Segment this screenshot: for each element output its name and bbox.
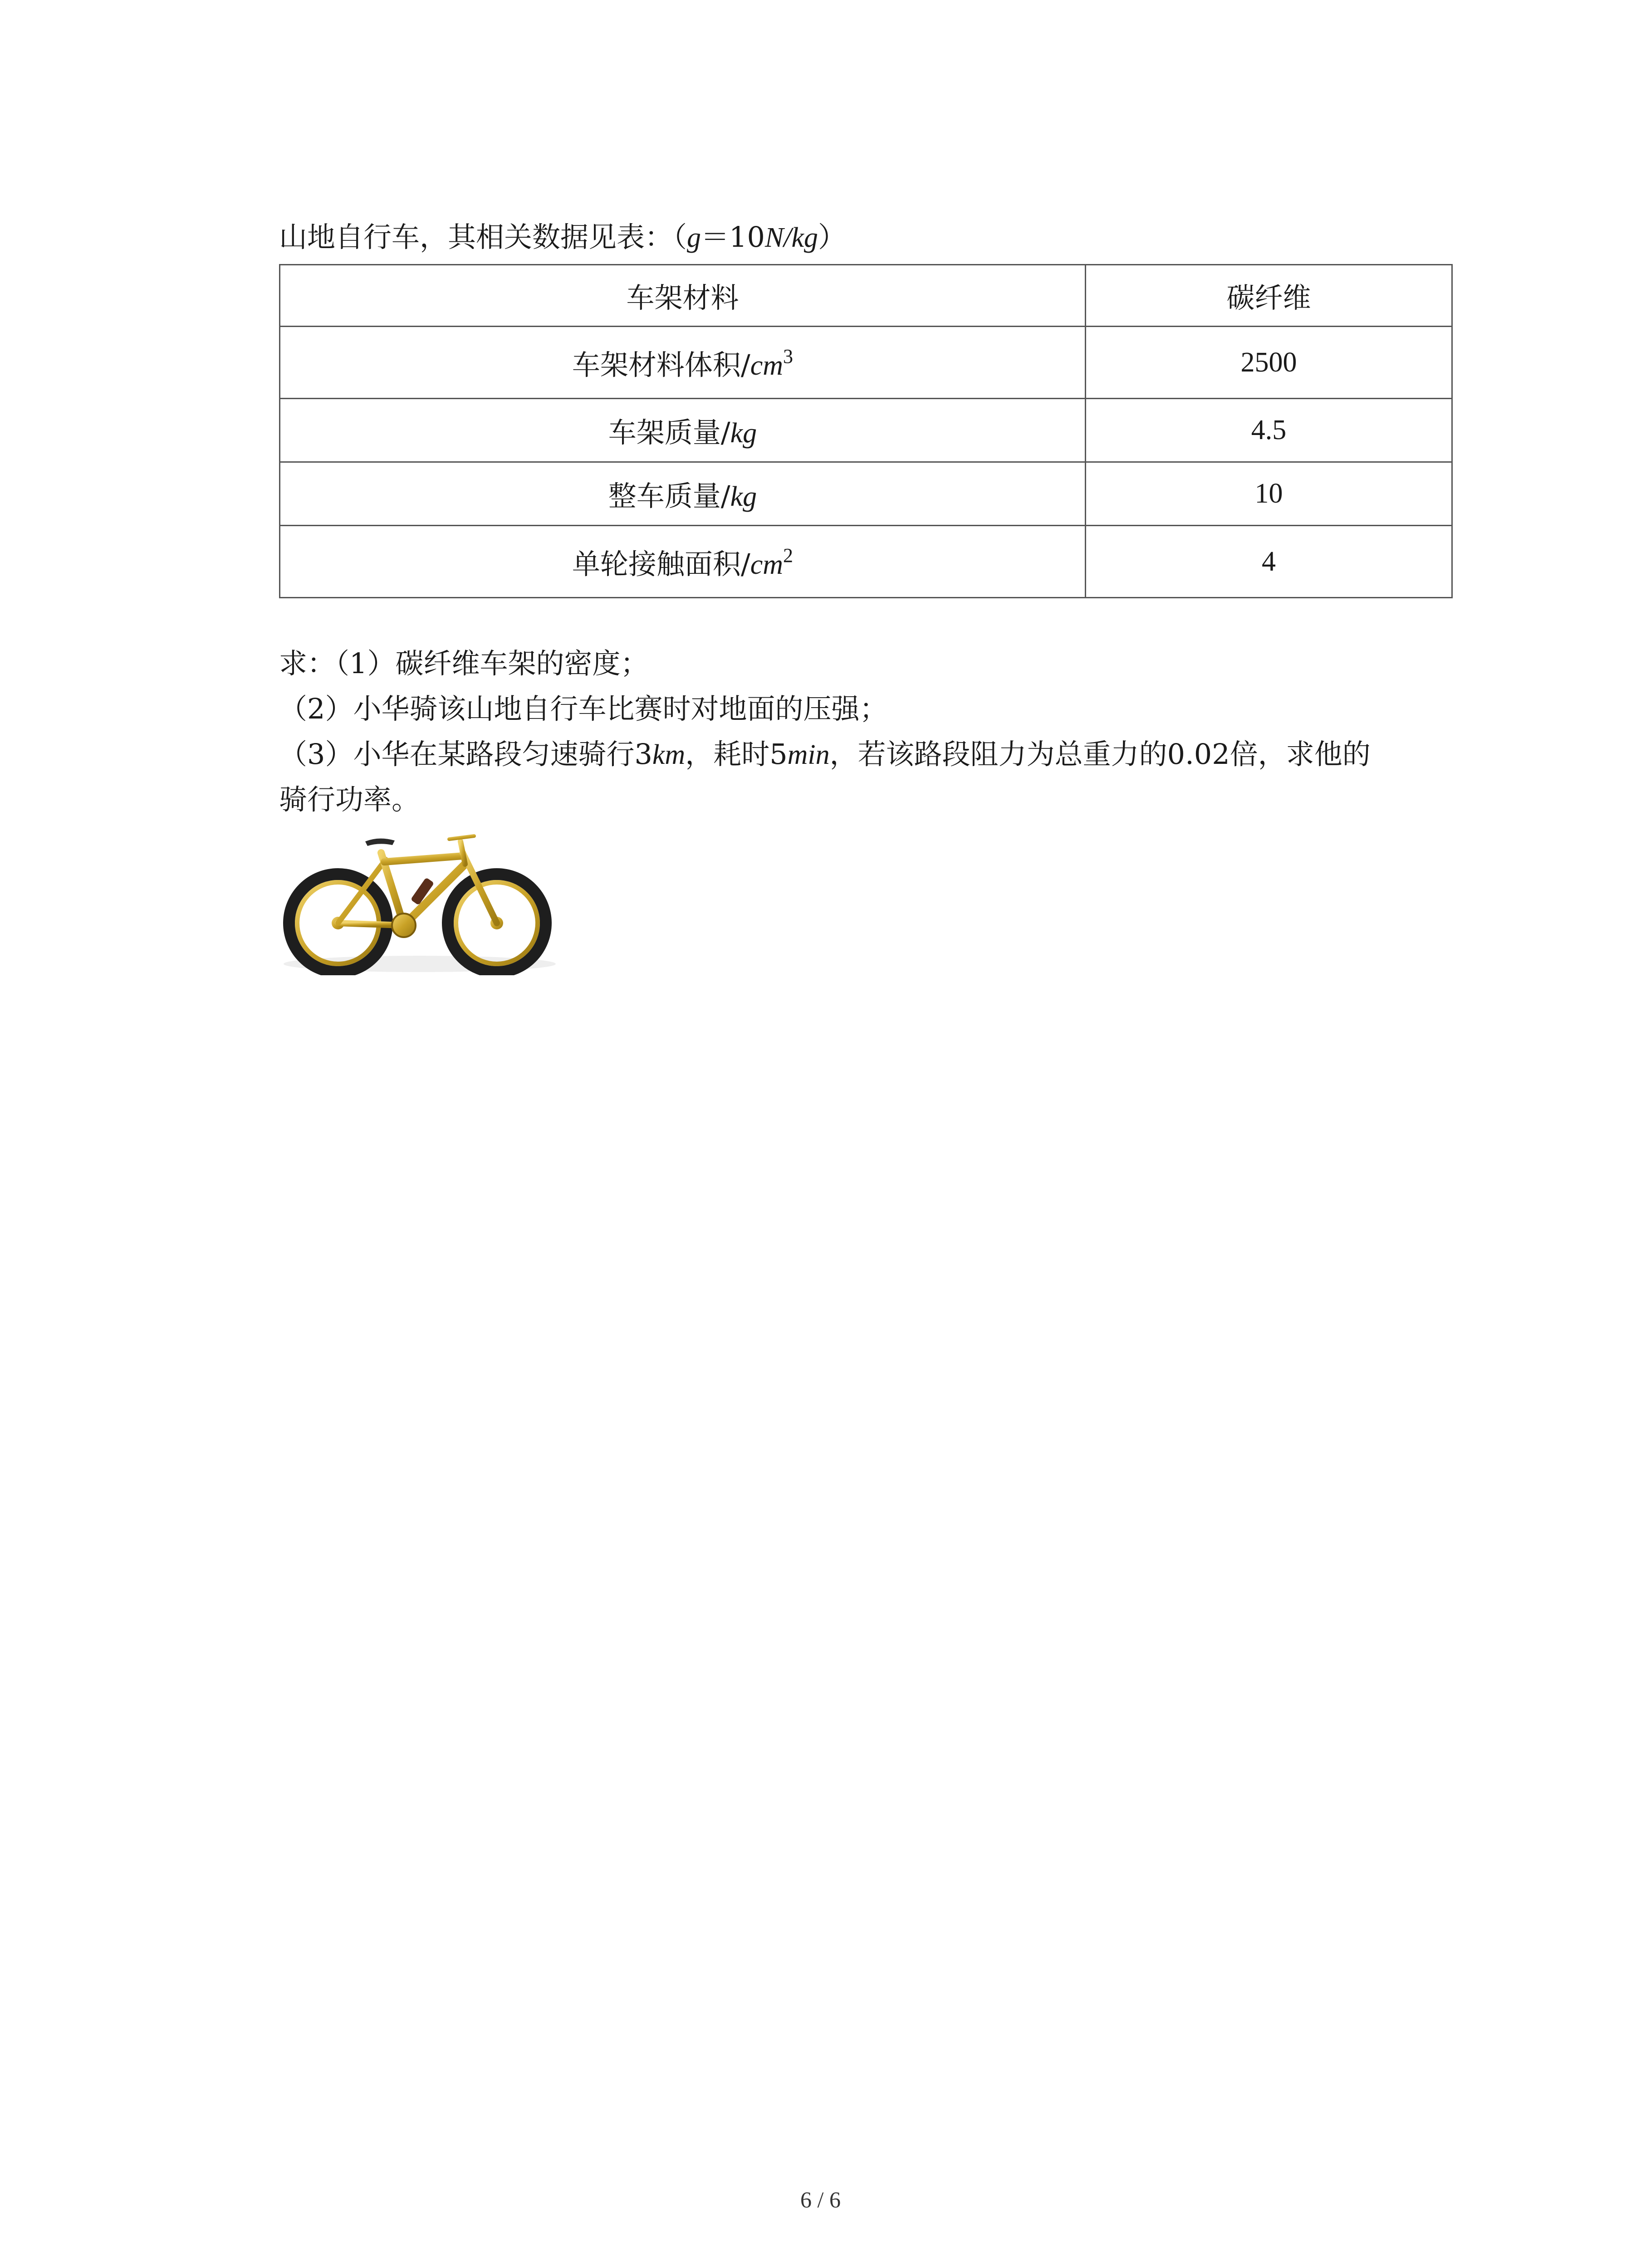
- table-row: [280, 526, 1452, 598]
- question-3: [279, 734, 1371, 775]
- row-value: 4: [1261, 546, 1276, 577]
- table-cell-label: [280, 265, 1086, 327]
- intro-text: 山地自行车，其相关数据见表：（: [279, 220, 687, 254]
- page-number: 6 / 6: [800, 2187, 841, 2212]
- row-value: 10: [1254, 478, 1283, 509]
- row-unit-exponent: 3: [783, 345, 794, 367]
- data-table: [279, 264, 1453, 598]
- q3-unit-min: min: [787, 739, 830, 770]
- row-label: 整车质量/: [608, 479, 730, 513]
- bicycle-image: [279, 828, 558, 975]
- table-row: [280, 327, 1452, 399]
- row-unit-exponent: 2: [783, 544, 794, 567]
- table-row: [280, 265, 1452, 327]
- q3-part-a: （3）小华在某路段匀速骑行3: [279, 738, 652, 771]
- q3-part-b: ，耗时5: [685, 738, 788, 771]
- table-cell-label: [280, 462, 1086, 526]
- row-label: 车架材料体积/: [572, 348, 750, 381]
- table-cell-value: [1085, 399, 1452, 462]
- row-unit: kg: [730, 481, 757, 512]
- row-label: 车架材料: [626, 281, 739, 314]
- row-label: 单轮接触面积/: [572, 547, 750, 581]
- intro-formula-symbol: g: [687, 222, 701, 253]
- intro-unit: N/kg: [764, 222, 818, 253]
- table-cell-value: [1085, 327, 1452, 399]
- q3-part-c: ，若该路段阻力为总重力的0.02倍，求他的: [829, 738, 1371, 771]
- table-cell-label: [280, 526, 1086, 598]
- row-value: 碳纤维: [1226, 281, 1311, 314]
- row-value: 4.5: [1251, 415, 1287, 445]
- table-cell-value: [1085, 526, 1452, 598]
- row-unit: cm: [750, 350, 784, 381]
- table-cell-label: [280, 327, 1086, 399]
- intro-close: ）: [818, 220, 847, 254]
- table-cell-label: [280, 399, 1086, 462]
- intro-equals: ＝10: [701, 220, 765, 254]
- saddle: [365, 838, 395, 846]
- row-value: 2500: [1240, 347, 1297, 378]
- intro-line: [279, 217, 846, 258]
- table-row: [280, 462, 1452, 526]
- question-2: （2）小华骑该山地自行车比赛时对地面的压强；: [279, 692, 888, 725]
- q3-unit-km: km: [652, 739, 686, 770]
- question-3-continued: 骑行功率。: [279, 783, 420, 816]
- table-cell-value: [1085, 462, 1452, 526]
- row-unit: cm: [750, 549, 784, 580]
- row-label: 车架质量/: [608, 416, 730, 449]
- table-cell-value: [1085, 265, 1452, 327]
- chainring: [392, 914, 416, 937]
- row-unit: kg: [730, 418, 757, 449]
- table-row: [280, 399, 1452, 462]
- question-1: 求：（1）碳纤维车架的密度；: [279, 647, 649, 680]
